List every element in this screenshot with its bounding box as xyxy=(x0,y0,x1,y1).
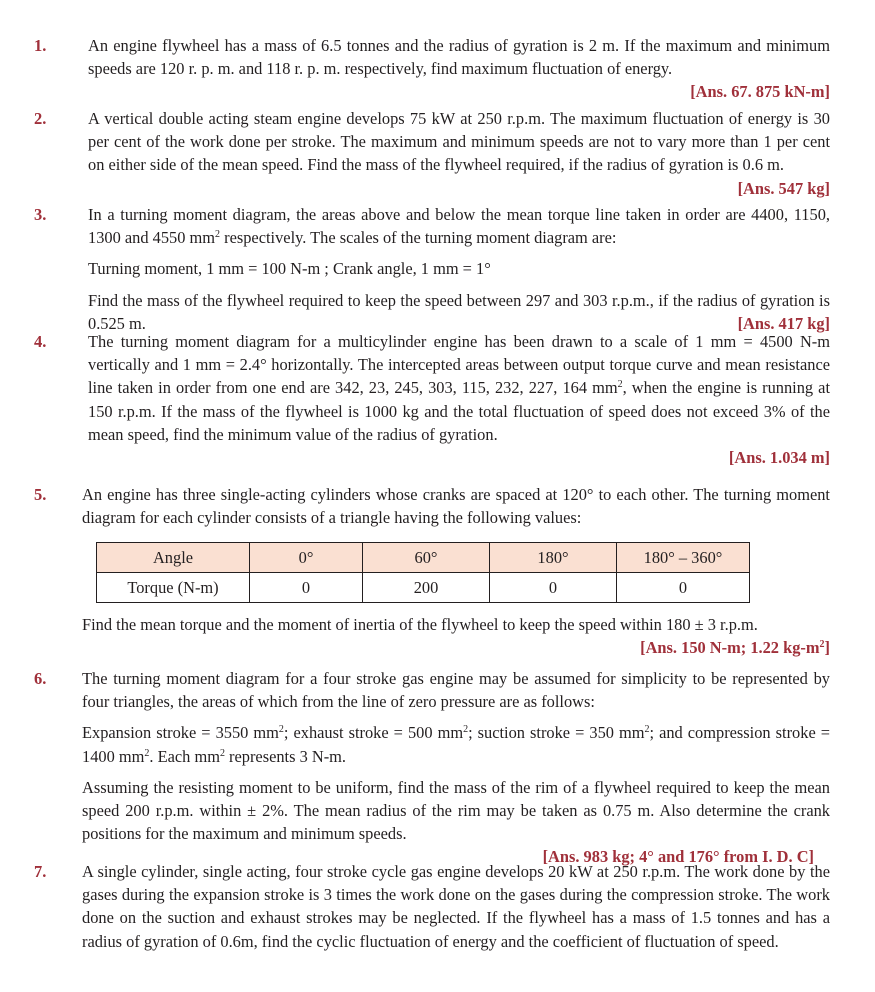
table-cell: 60° xyxy=(363,543,490,573)
problem-text: An engine has three single-acting cylinders whose cranks are spaced at 120° to each other. The turning moment diagram for each cylinder consists of a triangle having the following values: xyxy=(82,485,830,528)
table-cell: 0 xyxy=(617,573,750,603)
problem-number: 3. xyxy=(34,205,47,224)
table-cell: Angle xyxy=(97,543,250,573)
table-cell: 180° xyxy=(490,543,617,573)
answer: [Ans. 547 kg] xyxy=(737,178,830,198)
answer: [Ans. 983 kg; 4° and 176° from I. D. C] xyxy=(542,847,814,867)
problem-text: The turning moment diagram for a multicylinder engine has been drawn to a scale of 1 mm = 4500 N-m vertically and 1 mm = 2.4° horizontally. The intercepted areas between output torque curve and mean resistance line taken in order from one end are 342, 23, 245, 303, 115, 232, 227, 164 $mm^2$, when the engine is running at 150 r.p.m. If the mass of the flywheel is 1000 kg and the total fluctuation of speed does not exceed 3% of the mean speed, find the minimum value of the radius of gyration. xyxy=(88,332,831,444)
problem-text: An engine flywheel has a mass of 6.5 tonnes and the radius of gyration is 2 m. If the maximum and minimum speeds are 120 r. p. m. and 118 r. p. m. respectively, find maximum fluctuation of energy. xyxy=(88,36,830,79)
problem-question: Find the mass of the flywheel required to keep the speed between 297 and 303 r.p.m., if the radius of gyration is 0.525 m. [Ans. 417 kg] xyxy=(88,289,830,335)
table-cell: 0 xyxy=(490,573,617,603)
problem-number: 5. xyxy=(34,485,47,504)
table-row xyxy=(97,573,750,603)
table-cell: Torque (N-m) xyxy=(97,573,250,603)
table-cell: 0° xyxy=(250,543,363,573)
problem-number: 6. xyxy=(34,669,47,688)
problem-number: 2. xyxy=(34,109,47,128)
torque-table xyxy=(96,542,750,603)
table-header-row xyxy=(97,543,750,573)
scale-line: Turning moment, 1 mm = 100 N-m ; Crank angle, 1 mm = 1° xyxy=(88,259,491,279)
problem-question: Assuming the resisting moment to be uniform, find the mass of the rim of a flywheel required to keep the mean speed 200 r.p.m. within ± 2%. The mean radius of the rim may be taken as 0.75 m. Also determine the crank positions for the maximum and minimum speeds. xyxy=(82,777,830,844)
problem-text: In a turning moment diagram, the areas above and below the mean torque line taken in order are 4400, 1150, 1300 and 4550 $mm^2$ respectively. The scales of the turning moment diagram are: xyxy=(88,205,830,248)
problem-number: 4. xyxy=(34,332,47,351)
stroke-areas: Expansion stroke = 3550 $mm^2$; exhaust stroke = 500 $mm^2$; suction stroke = 350 $mm^2$; and compression stroke = 1400 $mm^2$. Each $mm^2$ represents 3 N-m. xyxy=(82,723,830,766)
answer: [Ans. 417 kg] xyxy=(737,313,830,333)
problem-question: Find the mean torque and the moment of inertia of the flywheel to keep the speed within 180 ± 3 r.p.m. xyxy=(82,615,758,634)
problem-number: 1. xyxy=(34,36,47,55)
answer: [Ans. 67. 875 kN-m] xyxy=(690,82,830,102)
answer: [Ans. 1.034 m] xyxy=(728,448,830,468)
table-cell: 0 xyxy=(250,573,363,603)
answer: [Ans. 150 N-m; 1.22 $kg-m^2$] xyxy=(640,638,830,658)
problem-text: A vertical double acting steam engine develops 75 kW at 250 r.p.m. The maximum fluctuation of energy is 30 per cent of the work done per stroke. The maximum and minimum speeds are not to vary more than 1 per cent on either side of the mean speed. Find the mass of the flywheel required, if the radius of gyration is 0.6 m. [Ans. 547 kg] xyxy=(88,107,830,177)
table-cell: 200 xyxy=(363,573,490,603)
problem-text: A single cylinder, single acting, four stroke cycle gas engine develops 20 kW at 250 r.p.m. The work done by the gases during the expansion stroke is 3 times the work done on the gases during the compression stroke. The work done on the suction and exhaust strokes may be neglected. If the flywheel has a mass of 1.5 tonnes and has a radius of gyration of 0.6m, find the cyclic fluctuation of energy and the coefficient of fluctuation of speed. xyxy=(82,862,830,951)
problem-number: 7. xyxy=(34,862,47,881)
table-cell: 180° – 360° xyxy=(617,543,750,573)
problem-text: The turning moment diagram for a four stroke gas engine may be assumed for simplicity to be represented by four triangles, the areas of which from the line of zero pressure are as follows: xyxy=(82,669,830,712)
